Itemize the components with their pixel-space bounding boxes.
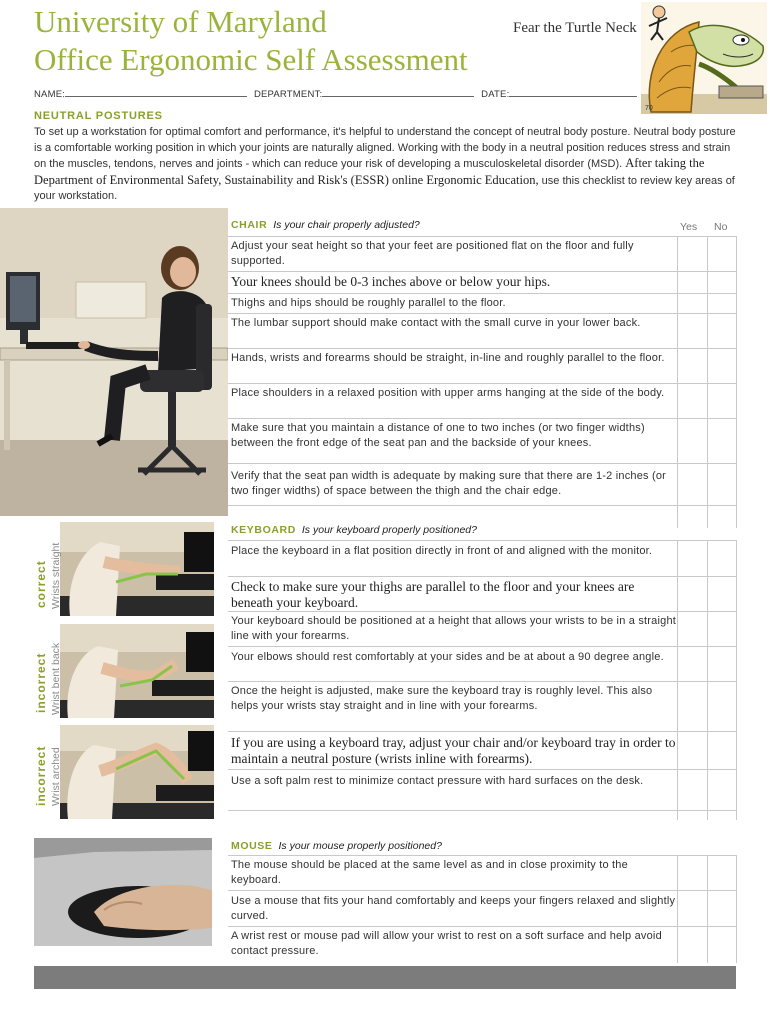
- row-divider: [228, 926, 736, 927]
- checkbox-divider: [707, 540, 708, 820]
- checklist-item: Check to make sure your thighs are parallel to the floor and your knees are beneath your keyboard.: [231, 579, 635, 610]
- photo-label-sub: Wrist bent back: [50, 642, 62, 715]
- row-divider: [228, 236, 736, 237]
- neutral-postures-heading: NEUTRAL POSTURES: [34, 110, 163, 122]
- row-divider: [228, 463, 736, 464]
- intro-serif-text: After taking the Department of Environmental Safety, Sustainability and Risk's (ESSR) online Ergonomic Education,: [34, 156, 705, 187]
- checkbox-divider: [707, 236, 708, 528]
- keyboard-photo-incorrect-bent: [60, 624, 214, 718]
- department-field[interactable]: [322, 86, 474, 97]
- checklist-item: Use a mouse that fits your hand comfortably and keeps your fingers relaxed and slightly curved.: [231, 895, 676, 922]
- photo-label-sub: Wrists straight: [50, 542, 62, 609]
- row-divider: [228, 731, 736, 732]
- checkbox-divider: [736, 855, 737, 963]
- photo-label-correct-sub: [46, 543, 64, 609]
- checklist-item: Thighs and hips should be roughly parallel to the floor.: [231, 297, 506, 309]
- row-divider: [228, 576, 736, 577]
- yes-column-header: Yes: [680, 221, 698, 233]
- checklist-item: Once the height is adjusted, make sure the keyboard tray is roughly level. This also helps your wrists stay straight and in line with your forearms.: [231, 685, 653, 712]
- turtle-cartoon: [641, 2, 767, 114]
- mouse-photo: [34, 838, 212, 946]
- checkbox-divider: [677, 236, 678, 528]
- photo-label-main: correct: [34, 560, 48, 608]
- checklist-item: Verify that the seat pan width is adequate by making sure that there are 1-2 inches (or two finger widths) of space between the thigh and the chair edge.: [231, 470, 667, 497]
- keyboard-photo-incorrect-arched: [60, 725, 214, 819]
- photo-label-main: incorrect: [34, 652, 48, 713]
- row-divider: [228, 505, 736, 506]
- photo-label-incorrect-bent-sub: [46, 643, 64, 715]
- checkbox-divider: [736, 236, 737, 528]
- checkbox-divider: [677, 855, 678, 963]
- row-divider: [228, 810, 736, 811]
- mouse-section-heading: [231, 840, 442, 852]
- checklist-item: Make sure that you maintain a distance of one to two inches (or two finger widths) between the front edge of the seat pan and the backside of your knees.: [231, 422, 645, 449]
- row-divider: [228, 348, 736, 349]
- checklist-item: Hands, wrists and forearms should be straight, in-line and roughly parallel to the floor.: [231, 352, 665, 364]
- row-divider: [228, 855, 736, 856]
- chair-section-heading: [231, 219, 420, 231]
- no-column-header: No: [714, 221, 728, 233]
- checklist-item: The mouse should be placed at the same level as and in close proximity to the keyboard.: [231, 859, 628, 886]
- row-divider: [228, 271, 736, 272]
- chair-posture-photo: [0, 208, 228, 516]
- row-divider: [228, 383, 736, 384]
- checklist-item: The lumbar support should make contact with the small curve in your lower back.: [231, 317, 641, 329]
- row-divider: [228, 540, 736, 541]
- row-divider: [228, 313, 736, 314]
- row-divider: [228, 418, 736, 419]
- checklist-item: Place the keyboard in a flat position directly in front of and aligned with the monitor.: [231, 545, 653, 557]
- checkbox-divider: [707, 855, 708, 963]
- intro-text: To set up a workstation for optimal comfort and performance, it's helpful to understand the concept of neutral body posture. Neutral body posture is a comfortable working position in which your joints are naturally aligned. Working with the body in a neutral position reduces stress and strain on the muscles, tendons, nerves and joints - which can reduce your risk of developing a musculoskeletal disorder (MSD).: [34, 126, 736, 171]
- checklist-item: If you are using a keyboard tray, adjust your chair and/or keyboard tray in order to maintain a neutral posture (wrists inline with forearms).: [231, 735, 676, 766]
- checklist-item: Your keyboard should be positioned at a height that allows your wrists to be in a straight line with your forearms.: [231, 615, 677, 642]
- mouse-keyword: MOUSE: [231, 840, 273, 852]
- checklist-item: Your elbows should rest comfortably at your sides and be at about a 90 degree angle.: [231, 651, 664, 663]
- mouse-question: Is your mouse properly positioned?: [278, 840, 442, 852]
- checklist-item: Place shoulders in a relaxed position with upper arms hanging at the side of the body.: [231, 387, 665, 399]
- department-label: DEPARTMENT:: [253, 89, 323, 100]
- checklist-item: Your knees should be 0-3 inches above or below your hips.: [231, 274, 551, 289]
- chair-question: Is your chair properly adjusted?: [273, 219, 420, 231]
- photo-label-incorrect-arched-sub: [46, 747, 64, 806]
- name-label: NAME:: [34, 89, 66, 100]
- keyboard-section-heading: [231, 524, 477, 536]
- keyboard-question: Is your keyboard properly positioned?: [301, 524, 477, 536]
- form-fields-line: [34, 86, 641, 100]
- chair-keyword: CHAIR: [231, 219, 268, 231]
- checklist-item: A wrist rest or mouse pad will allow your wrist to rest on a soft surface and help avoid contact pressure.: [231, 930, 662, 957]
- checklist-item: Adjust your seat height so that your feet are positioned flat on the floor and fully supported.: [231, 240, 634, 267]
- keyboard-keyword: KEYBOARD: [231, 524, 296, 536]
- photo-label-sub: Wrist arched: [50, 747, 62, 806]
- row-divider: [228, 611, 736, 612]
- keyboard-photo-correct: [60, 522, 214, 616]
- row-divider: [228, 293, 736, 294]
- document-subtitle: Office Ergonomic Self Assessment: [34, 42, 468, 77]
- tagline: Fear the Turtle Neck: [513, 20, 637, 36]
- intro-closing-text: use this checklist to review key areas of your workstation.: [34, 174, 735, 203]
- cartoon-caption: 70: [645, 105, 653, 112]
- checklist-item: Use a soft palm rest to minimize contact pressure with hard surfaces on the desk.: [231, 775, 644, 787]
- neutral-postures-paragraph: [34, 125, 740, 205]
- row-divider: [228, 681, 736, 682]
- row-divider: [228, 890, 736, 891]
- name-field[interactable]: [65, 86, 247, 97]
- date-label: DATE:: [481, 89, 510, 100]
- row-divider: [228, 646, 736, 647]
- checkbox-divider: [677, 540, 678, 820]
- footer-bar: [34, 966, 736, 989]
- row-divider: [228, 769, 736, 770]
- photo-label-main: incorrect: [34, 745, 48, 806]
- date-field[interactable]: [509, 86, 637, 97]
- checkbox-divider: [736, 540, 737, 820]
- document-title: University of Maryland: [34, 4, 327, 39]
